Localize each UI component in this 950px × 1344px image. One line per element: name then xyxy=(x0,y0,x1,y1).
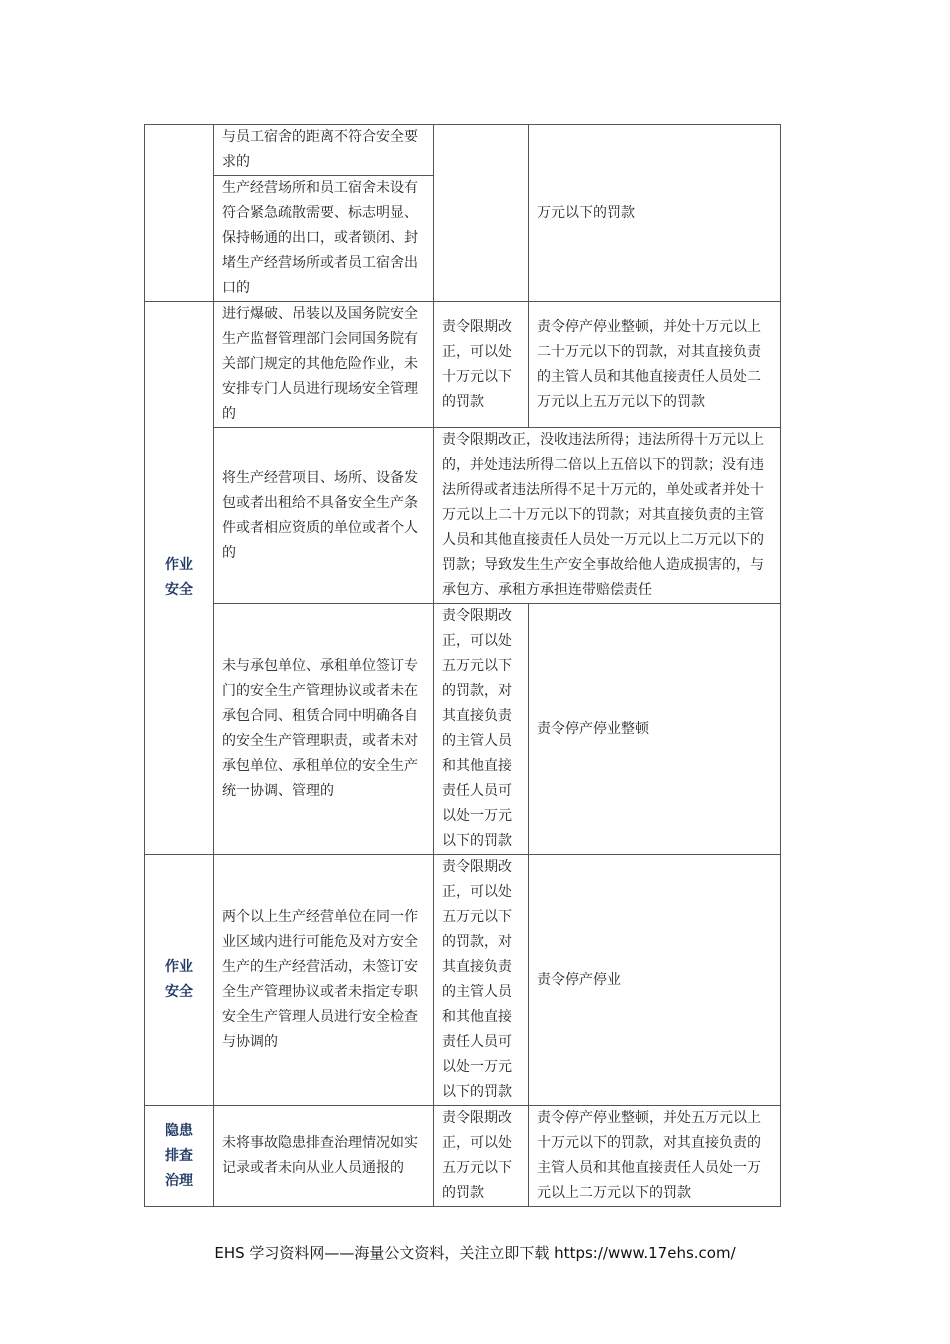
category-label xyxy=(145,855,214,1106)
penalty-cell: 责令限期改正，可以处五万元以下的罚款 xyxy=(434,1106,529,1207)
footer-text: EHS 学习资料网——海量公文资料，关注立即下载 https://www.17ehs.com/ xyxy=(214,1244,736,1262)
category-cell-empty xyxy=(145,125,214,302)
category-text: 隐患 排查 治理 xyxy=(165,1122,193,1189)
table-row xyxy=(145,302,781,428)
penalty-cell: 责令停产停业 xyxy=(529,855,781,1106)
category-label xyxy=(145,302,214,855)
penalty-cell: 责令停产停业整顿，并处十万元以上二十万元以下的罚款，对其直接负责的主管人员和其他直接责任人员处二万元以上五万元以下的罚款 xyxy=(529,302,781,428)
table-row xyxy=(145,428,781,604)
category-text: 作业 安全 xyxy=(165,959,193,1000)
category-text: 作业 安全 xyxy=(165,557,193,598)
table-row xyxy=(145,855,781,1106)
behavior-cell: 两个以上生产经营单位在同一作业区域内进行可能危及对方安全生产的生产经营活动，未签订安全生产管理协议或者未指定专职安全生产管理人员进行安全检查与协调的 xyxy=(214,855,434,1106)
penalty-cell-empty xyxy=(434,125,529,302)
table-row xyxy=(145,1106,781,1207)
behavior-cell: 进行爆破、吊装以及国务院安全生产监督管理部门会同国务院有关部门规定的其他危险作业，未安排专门人员进行现场安全管理的 xyxy=(214,302,434,428)
penalty-cell: 责令限期改正，可以处五万元以下的罚款，对其直接负责的主管人员和其他直接责任人员可以处一万元以下的罚款 xyxy=(434,855,529,1106)
table-row xyxy=(145,604,781,855)
penalty-cell: 责令停产停业整顿，并处五万元以上十万元以下的罚款，对其直接负责的主管人员和其他直接责任人员处一万元以上二万元以下的罚款 xyxy=(529,1106,781,1207)
penalty-table xyxy=(144,124,781,1207)
behavior-cell: 生产经营场所和员工宿舍未设有符合紧急疏散需要、标志明显、保持畅通的出口，或者锁闭、封堵生产经营场所或者员工宿舍出口的 xyxy=(214,176,434,302)
penalty-cell: 责令限期改正，没收违法所得；违法所得十万元以上的，并处违法所得二倍以上五倍以下的罚款；没有违法所得或者违法所得不足十万元的，单处或者并处十万元以上二十万元以下的罚款；对其直接负责的主管人员和其他直接责任人员处一万元以上二万元以下的罚款；导致发生生产安全事故给他人造成损害的，与承包方、承租方承担连带赔偿责任 xyxy=(434,428,781,604)
behavior-cell: 未将事故隐患排查治理情况如实记录或者未向从业人员通报的 xyxy=(214,1106,434,1207)
table-row xyxy=(145,125,781,176)
behavior-cell: 未与承包单位、承租单位签订专门的安全生产管理协议或者未在承包合同、租赁合同中明确各自的安全生产管理职责，或者未对承包单位、承租单位的安全生产统一协调、管理的 xyxy=(214,604,434,855)
behavior-cell: 将生产经营项目、场所、设备发包或者出租给不具备安全生产条件或者相应资质的单位或者个人的 xyxy=(214,428,434,604)
penalty-cell: 责令停产停业整顿 xyxy=(529,604,781,855)
penalty-cell: 万元以下的罚款 xyxy=(529,125,781,302)
penalty-cell: 责令限期改正，可以处十万元以下的罚款 xyxy=(434,302,529,428)
behavior-cell: 与员工宿舍的距离不符合安全要求的 xyxy=(214,125,434,176)
category-label xyxy=(145,1106,214,1207)
penalty-cell: 责令限期改正，可以处五万元以下的罚款，对其直接负责的主管人员和其他直接责任人员可以处一万元以下的罚款 xyxy=(434,604,529,855)
